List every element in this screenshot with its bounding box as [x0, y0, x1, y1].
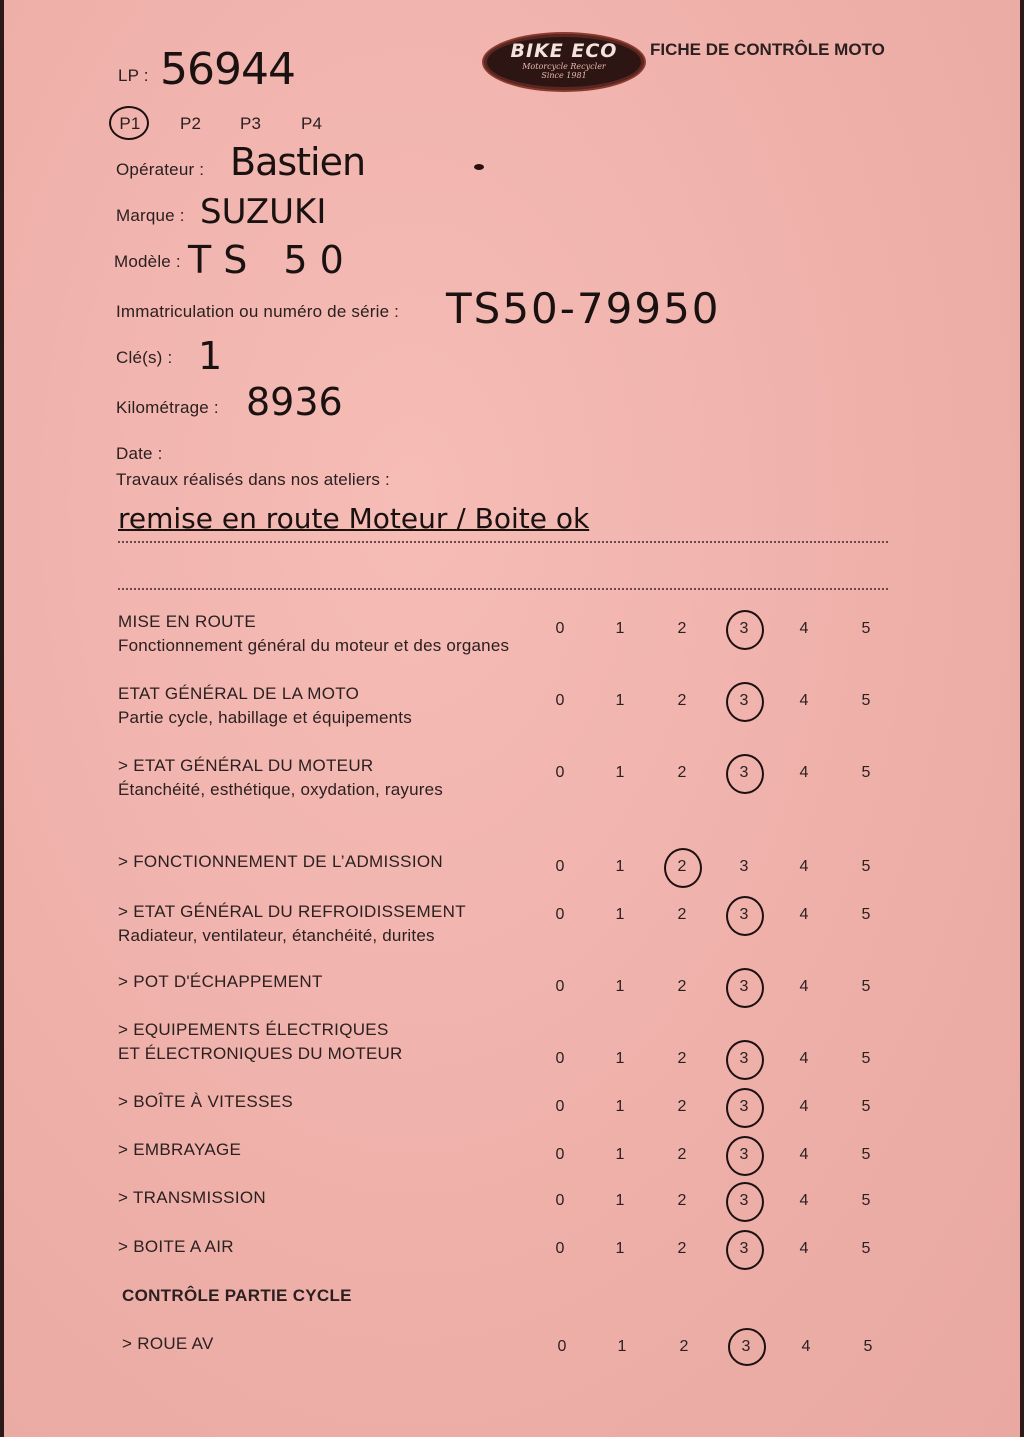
cles-value[interactable]: 1 — [198, 334, 223, 378]
immat-label: Immatriculation ou numéro de série : — [116, 302, 400, 321]
score-option-3[interactable]: 3 — [739, 858, 749, 875]
score-option-2[interactable]: 2 — [677, 764, 687, 781]
row-subtitle: Fonctionnement général du moteur et des organes — [118, 636, 510, 655]
score-option-0[interactable]: 0 — [555, 906, 565, 923]
score-option-5[interactable]: 5 — [861, 906, 871, 923]
kilometrage-label: Kilométrage : — [116, 398, 219, 417]
score-option-0[interactable]: 0 — [555, 1146, 565, 1163]
date-label: Date : — [116, 444, 163, 463]
score-selected-circle — [726, 754, 764, 794]
modele-value[interactable]: TS 50 — [188, 238, 356, 282]
score-option-3[interactable]: 3 — [739, 1050, 749, 1067]
kilometrage-value[interactable]: 8936 — [246, 380, 343, 424]
score-option-4[interactable]: 4 — [799, 1192, 809, 1209]
score-option-3[interactable]: 3 — [739, 1240, 749, 1257]
score-option-0[interactable]: 0 — [555, 978, 565, 995]
score-option-3[interactable]: 3 — [741, 1338, 751, 1355]
score-option-3[interactable]: 3 — [739, 906, 749, 923]
score-option-1[interactable]: 1 — [615, 906, 625, 923]
score-option-0[interactable]: 0 — [555, 1098, 565, 1115]
score-option-0[interactable]: 0 — [555, 1050, 565, 1067]
row-title: > BOÎTE À VITESSES — [118, 1092, 293, 1111]
score-option-1[interactable]: 1 — [617, 1338, 627, 1355]
position-p3[interactable]: P3 — [240, 114, 262, 133]
score-option-5[interactable]: 5 — [861, 1098, 871, 1115]
score-option-3[interactable]: 3 — [739, 1192, 749, 1209]
score-selected-circle — [664, 848, 702, 888]
ink-dot — [474, 164, 484, 170]
travaux-label: Travaux réalisés dans nos ateliers : — [116, 470, 390, 489]
row-title: > ETAT GÉNÉRAL DU MOTEUR — [118, 756, 374, 775]
row-title: ETAT GÉNÉRAL DE LA MOTO — [118, 684, 360, 703]
score-option-1[interactable]: 1 — [615, 1050, 625, 1067]
score-option-1[interactable]: 1 — [615, 764, 625, 781]
score-option-4[interactable]: 4 — [799, 978, 809, 995]
row-title: > ROUE AV — [122, 1334, 214, 1353]
logo-line2: Since 1981 — [541, 71, 587, 80]
score-option-2[interactable]: 2 — [677, 1192, 687, 1209]
score-option-0[interactable]: 0 — [555, 858, 565, 875]
score-option-5[interactable]: 5 — [861, 858, 871, 875]
row-subtitle: ET ÉLECTRONIQUES DU MOTEUR — [118, 1044, 403, 1063]
position-p2[interactable]: P2 — [180, 114, 202, 133]
position-p1[interactable]: P1 — [119, 114, 141, 133]
score-option-2[interactable]: 2 — [677, 1098, 687, 1115]
row-title: > BOITE A AIR — [118, 1237, 234, 1256]
score-option-5[interactable]: 5 — [861, 1192, 871, 1209]
score-option-0[interactable]: 0 — [557, 1338, 567, 1355]
score-selected-circle — [728, 1328, 766, 1366]
score-option-0[interactable]: 0 — [555, 1192, 565, 1209]
row-title: > EMBRAYAGE — [118, 1140, 242, 1159]
row-title: > EQUIPEMENTS ÉLECTRIQUES — [118, 1020, 389, 1039]
score-option-0[interactable]: 0 — [555, 620, 565, 637]
score-selected-circle — [726, 1040, 764, 1080]
score-option-0[interactable]: 0 — [555, 1240, 565, 1257]
score-option-4[interactable]: 4 — [799, 858, 809, 875]
travaux-line-1 — [118, 541, 888, 543]
score-option-4[interactable]: 4 — [799, 764, 809, 781]
operateur-label: Opérateur : — [116, 160, 205, 179]
score-option-5[interactable]: 5 — [861, 1050, 871, 1067]
score-option-2[interactable]: 2 — [679, 1338, 689, 1355]
position-selected-circle — [109, 106, 149, 140]
score-option-3[interactable]: 3 — [739, 620, 749, 637]
score-option-4[interactable]: 4 — [799, 1240, 809, 1257]
control-sheet — [4, 0, 1020, 1437]
score-selected-circle — [726, 682, 764, 722]
score-option-3[interactable]: 3 — [739, 1098, 749, 1115]
score-option-1[interactable]: 1 — [615, 858, 625, 875]
score-option-5[interactable]: 5 — [861, 620, 871, 637]
travaux-line-2 — [118, 588, 888, 590]
operateur-value[interactable]: Bastien — [230, 140, 366, 184]
score-option-1[interactable]: 1 — [615, 1192, 625, 1209]
score-selected-circle — [726, 610, 764, 650]
immat-value[interactable]: TS50-79950 — [446, 284, 721, 333]
bike-eco-logo — [482, 32, 646, 92]
score-option-4[interactable]: 4 — [799, 906, 809, 923]
score-option-4[interactable]: 4 — [799, 692, 809, 709]
row-title: > TRANSMISSION — [118, 1188, 266, 1207]
score-selected-circle — [726, 1136, 764, 1176]
cles-label: Clé(s) : — [116, 348, 173, 367]
logo-brand: BIKE ECO — [510, 40, 618, 62]
score-selected-circle — [726, 896, 764, 936]
score-option-2[interactable]: 2 — [677, 978, 687, 995]
score-option-1[interactable]: 1 — [615, 620, 625, 637]
score-option-2[interactable]: 2 — [677, 1240, 687, 1257]
score-option-2[interactable]: 2 — [677, 1050, 687, 1067]
marque-label: Marque : — [116, 206, 185, 225]
score-option-1[interactable]: 1 — [615, 1240, 625, 1257]
score-option-4[interactable]: 4 — [801, 1338, 811, 1355]
score-selected-circle — [726, 1230, 764, 1270]
score-option-4[interactable]: 4 — [799, 620, 809, 637]
lp-label: LP : — [118, 66, 149, 85]
score-option-5[interactable]: 5 — [861, 692, 871, 709]
score-option-1[interactable]: 1 — [615, 1146, 625, 1163]
row-title: > ETAT GÉNÉRAL DU REFROIDISSEMENT — [118, 902, 466, 921]
score-option-4[interactable]: 4 — [799, 1098, 809, 1115]
row-subtitle: Partie cycle, habillage et équipements — [118, 708, 412, 727]
score-option-1[interactable]: 1 — [615, 978, 625, 995]
row-title: > POT D'ÉCHAPPEMENT — [118, 972, 323, 991]
score-option-5[interactable]: 5 — [861, 764, 871, 781]
score-option-5[interactable]: 5 — [863, 1338, 873, 1355]
score-option-2[interactable]: 2 — [677, 906, 687, 923]
position-p4[interactable]: P4 — [301, 114, 323, 133]
score-selected-circle — [726, 1182, 764, 1222]
logo-line1: Motorcycle Recycler — [522, 62, 606, 71]
score-selected-circle — [726, 1088, 764, 1128]
score-option-5[interactable]: 5 — [861, 978, 871, 995]
score-option-2[interactable]: 2 — [677, 692, 687, 709]
row-subtitle: Étanchéité, esthétique, oxydation, rayures — [118, 780, 443, 799]
score-option-0[interactable]: 0 — [555, 764, 565, 781]
score-option-3[interactable]: 3 — [739, 978, 749, 995]
section-partie-cycle-title: CONTRÔLE PARTIE CYCLE — [122, 1286, 352, 1305]
score-option-2[interactable]: 2 — [677, 620, 687, 637]
score-option-2[interactable]: 2 — [677, 858, 687, 875]
page-title: FICHE DE CONTRÔLE MOTO — [650, 40, 885, 59]
score-option-1[interactable]: 1 — [615, 692, 625, 709]
row-title: MISE EN ROUTE — [118, 612, 257, 631]
score-option-5[interactable]: 5 — [861, 1146, 871, 1163]
lp-value[interactable]: 56944 — [160, 44, 295, 95]
score-option-1[interactable]: 1 — [615, 1098, 625, 1115]
score-option-0[interactable]: 0 — [555, 692, 565, 709]
marque-value[interactable]: SUZUKI — [200, 192, 327, 232]
row-title: > FONCTIONNEMENT DE L’ADMISSION — [118, 852, 443, 871]
row-subtitle: Radiateur, ventilateur, étanchéité, durites — [118, 926, 435, 945]
score-option-5[interactable]: 5 — [861, 1240, 871, 1257]
score-selected-circle — [726, 968, 764, 1008]
score-option-3[interactable]: 3 — [739, 692, 749, 709]
score-option-4[interactable]: 4 — [799, 1050, 809, 1067]
score-option-3[interactable]: 3 — [739, 764, 749, 781]
travaux-value[interactable]: remise en route Moteur / Boite ok — [118, 502, 590, 535]
score-option-3[interactable]: 3 — [739, 1146, 749, 1163]
modele-label: Modèle : — [114, 252, 181, 271]
score-option-4[interactable]: 4 — [799, 1146, 809, 1163]
score-option-2[interactable]: 2 — [677, 1146, 687, 1163]
